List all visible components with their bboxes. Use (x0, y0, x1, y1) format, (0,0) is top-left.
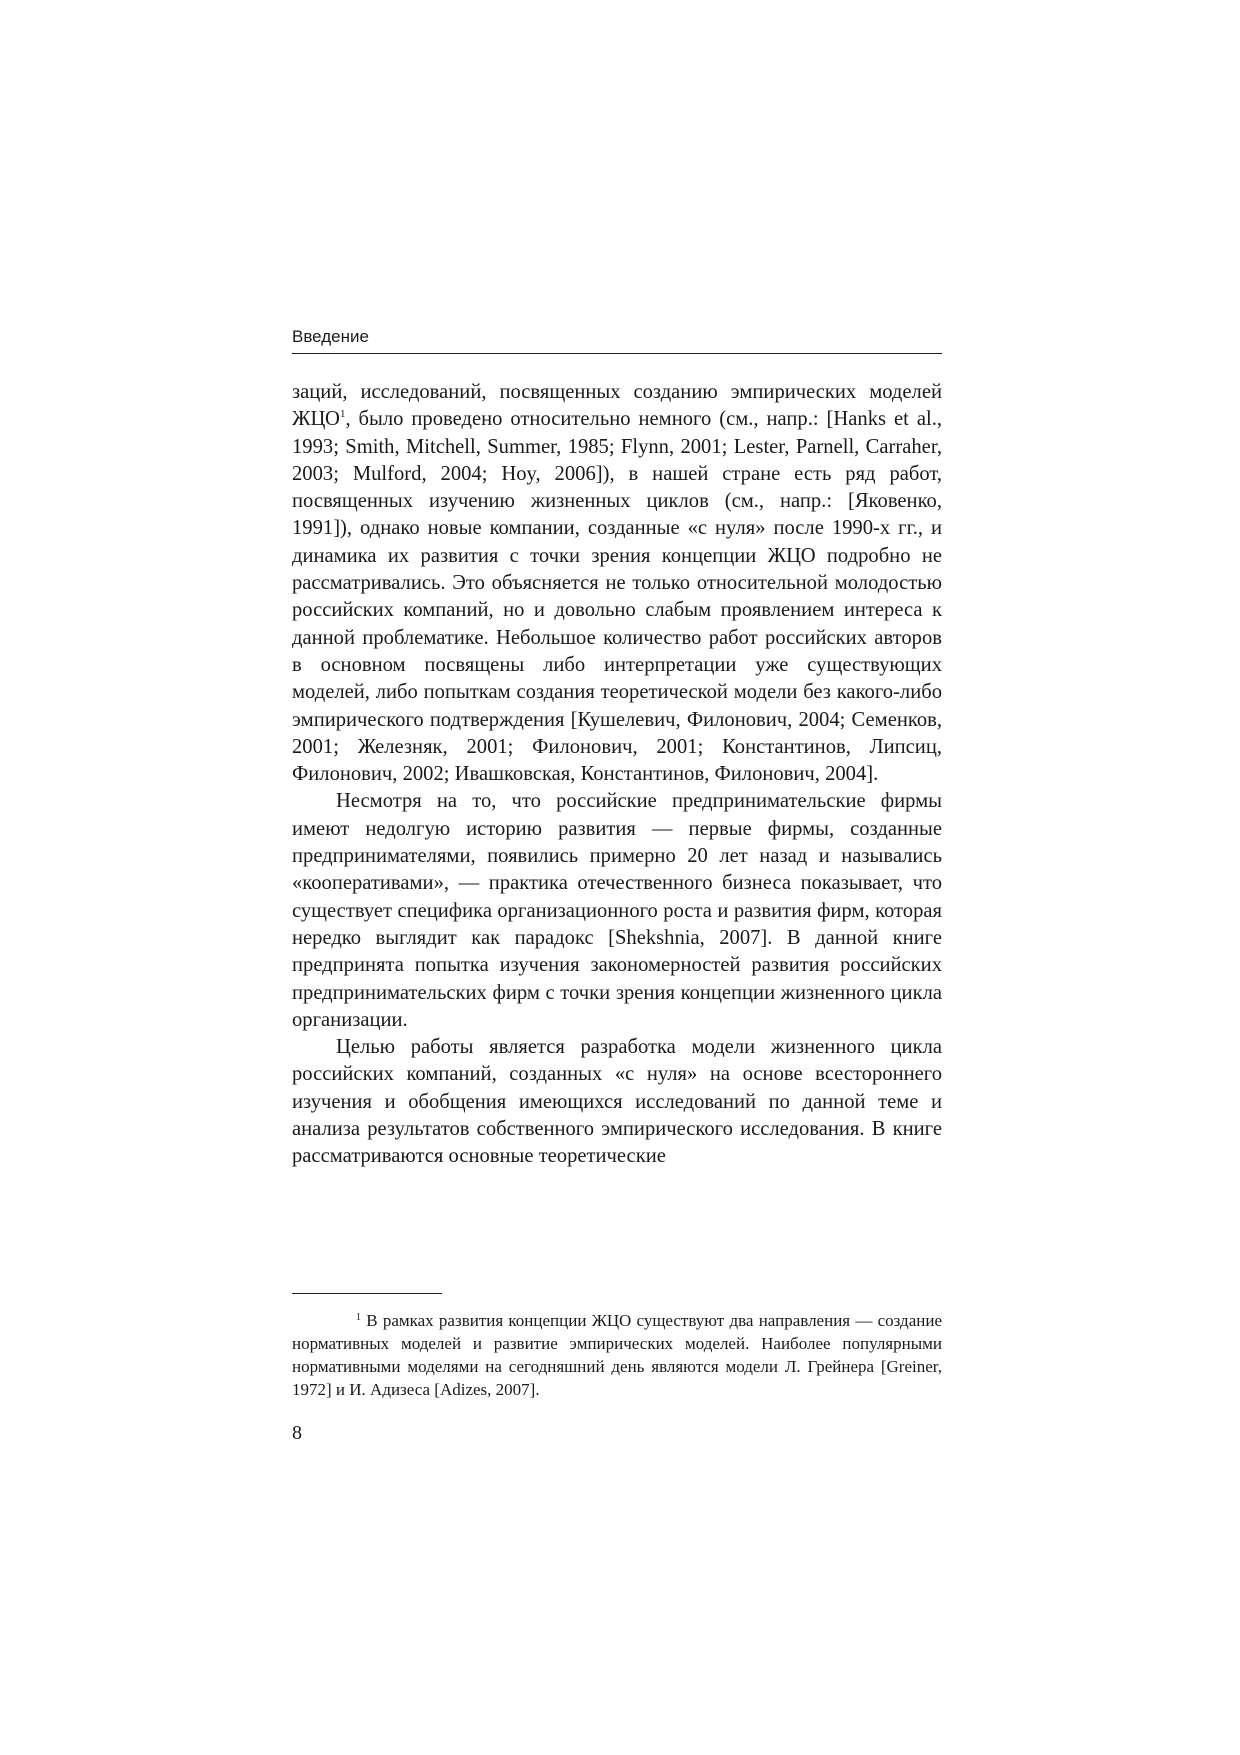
running-head: Введение (292, 327, 369, 346)
footnote-mark: 1 (356, 1312, 361, 1323)
footnote-reference: 1 (339, 408, 346, 421)
paragraph-1 (292, 379, 942, 788)
paragraph-2: Несмотря на то, что российские предпринимательские фирмы имеют недолгую историю развития — первые фирмы, созданные предпринимателями, появились примерно 20 лет назад и назывались «кооперативами», — практика отечественного бизнеса показывает, что существует специфика организационного роста и развития фирм, которая нередко выглядит как парадокс [Shekshnia, 2007]. В данной книге предпринята попытка изучения закономерностей развития российских предпринимательских фирм с точки зрения концепции жизненного цикла организации. (292, 790, 942, 1031)
footnote-separator (292, 1293, 442, 1294)
paragraph-3: Целью работы является разработка модели жизненного цикла российских компаний, созданных «с нуля» на основе всестороннего изучения и обобщения имеющихся исследований по данной теме и анализа результатов собственного эмпирического исследования. В книге рассматриваются основные теоретические (292, 1036, 942, 1168)
header-rule (292, 353, 942, 354)
paragraph-1-text-end: , было проведено относительно немного (см., напр.: [Hanks et al., 1993; Smith, Mitchell, Summer, 1985; Flynn, 2001; Lester, Parnell, Carraher, 2003; Mulford, 2004; Hoy, 2006]), в нашей стране есть ряд работ, посвященных изучению жизненных циклов (см., напр.: [Яковенко, 1991]), однако новые компании, созданные «с нуля» после 1990-х гг., и динамика их развития с точки зрения концепции ЖЦО подробно не рассматривались. Это объясняется не только относительной молодостью российских компаний, но и довольно слабым проявлением интереса к данной проблематике. Небольшое количество работ российских авторов в основном посвящены либо интерпретации уже существующих моделей, либо попыткам создания теоретической модели без какого-либо эмпирического подтверждения [Кушелевич, Филонович, 2004; Семенков, 2001; Железняк, 2001; Филонович, 2001; Константинов, Липсиц, Филонович, 2002; Ивашковская, Константинов, Филонович, 2004]. (292, 408, 942, 786)
body-text (292, 379, 942, 1171)
footnote-text: В рамках развития концепции ЖЦО существуют два направления — создание нормативных моделей и развитие эмпирических моделей. Наиболее популярными нормативными моделями на сегодняшний день являются модели Л. Грейнера [Greiner, 1972] и И. Адизеса [Adizes, 2007]. (292, 1311, 942, 1399)
page-number: 8 (292, 1422, 302, 1444)
paragraph-1-text-start: заций, исследований, посвященных созданию эмпирических моделей ЖЦО (292, 381, 942, 431)
footnote (292, 1309, 942, 1401)
